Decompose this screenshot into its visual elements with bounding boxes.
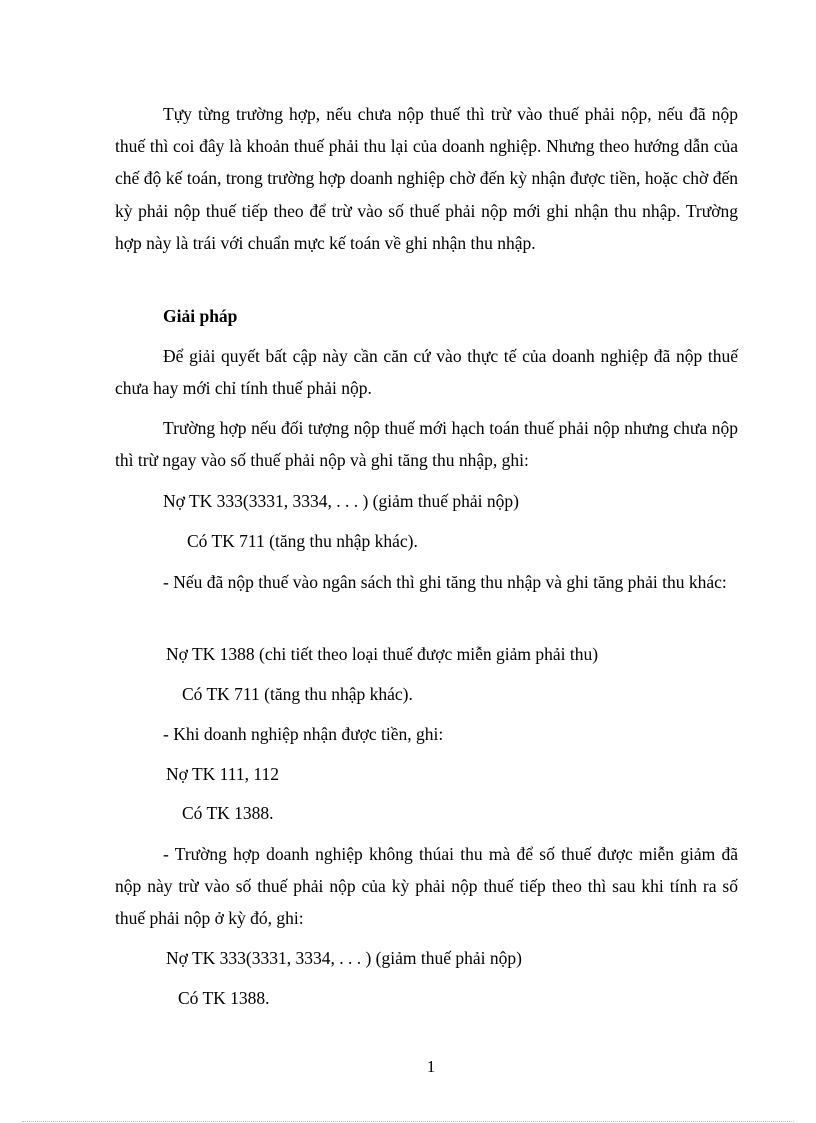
journal-entry-2-debit: Nợ TK 1388 (chi tiết theo loại thuế được miễn giảm phải thu) <box>166 644 599 664</box>
journal-entry-4-debit: Nợ TK 333(3331, 3334, . . . ) (giảm thuế phải nộp) <box>166 948 522 968</box>
journal-entry-3-credit: Có TK 1388. <box>182 803 274 823</box>
journal-entry-4-credit: Có TK 1388. <box>178 988 270 1008</box>
paragraph-case-offset: - Trường hợp doanh nghiệp không thúai thu mà để số thuế được miễn giảm đã nộp này trừ vào số thuế phải nộp của kỳ phải nộp thuế tiếp theo thì sau khi tính ra số thuế phải nộp ở kỳ đó, ghi: <box>115 844 738 929</box>
journal-entry-1-credit: Có TK 711 (tăng thu nhập khác). <box>187 531 418 551</box>
journal-entry-1-debit: Nợ TK 333(3331, 3334, . . . ) (giảm thuế phải nộp) <box>163 491 519 511</box>
paragraph-intro: Tựy từng trường hợp, nếu chưa nộp thuế thì trừ vào thuế phải nộp, nếu đã nộp thuế thì coi đây là khoản thuế phải thu lại của doanh nghiệp. Nhưng theo hướng dẫn của chế độ kế toán, trong trường hợp doanh nghiệp chờ đến kỳ nhận được tiền, hoặc chờ đến kỳ phải nộp thuế tiếp theo để trừ vào số thuế phải nộp mới ghi nhận thu nhập. Trường hợp này là trái với chuẩn mực kế toán về ghi nhận thu nhập. <box>115 104 738 253</box>
journal-entry-2-credit: Có TK 711 (tăng thu nhập khác). <box>182 684 413 704</box>
page-number: 1 <box>426 1057 436 1076</box>
section-heading: Giải pháp <box>163 306 238 326</box>
paragraph-solution: Để giải quyết bất cập này cần căn cứ vào thực tế của doanh nghiệp đã nộp thuế chưa hay mới chỉ tính thuế phải nộp. <box>115 346 738 399</box>
journal-entry-3-debit: Nợ TK 111, 112 <box>166 764 279 784</box>
paragraph-receive-money: - Khi doanh nghiệp nhận được tiền, ghi: <box>163 724 444 744</box>
page-bottom-divider <box>22 1121 794 1122</box>
paragraph-case-paid: - Nếu đã nộp thuế vào ngân sách thì ghi tăng thu nhập và ghi tăng phải thu khác: <box>163 572 727 592</box>
paragraph-case-unpaid: Trường hợp nếu đối tượng nộp thuế mới hạch toán thuế phải nộp nhưng chưa nộp thì trừ ngay vào số thuế phải nộp và ghi tăng thu nhập, ghi: <box>115 418 738 471</box>
